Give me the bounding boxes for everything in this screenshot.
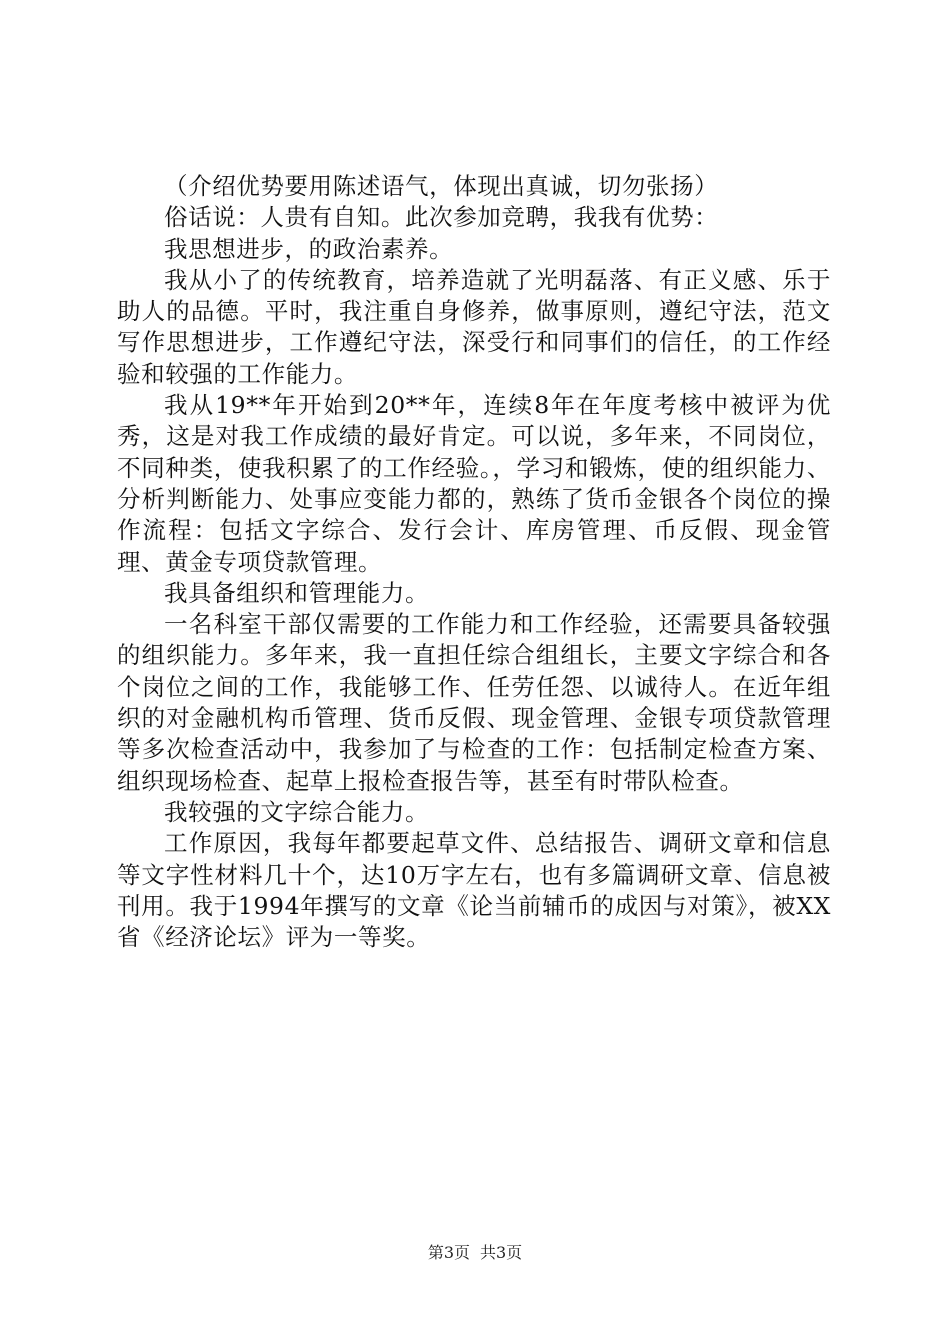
paragraph-character: 我从小了的传统教育，培养造就了光明磊落、有正义感、乐于助人的品德。平时，我注重自身修养，做事原则，遵纪守法，范文写作思想进步，工作遵纪守法，深受行和同事们的信任，的工作经验和较强的工作能力。 [117, 265, 831, 388]
paragraph-heading-thought: 我思想进步，的政治素养。 [164, 234, 454, 263]
page-number-current: 第3页 [427, 1243, 470, 1262]
paragraph-writing: 工作原因，我每年都要起草文件、总结报告、调研文章和信息等文字性材料几十个，达10万字左右，也有多篇调研文章、信息被刊用。我于1994年撰写的文章《论当前辅币的成因与对策》，被XX省《经济论坛》评为一等奖。 [117, 829, 831, 952]
paragraph-experience: 我从19**年开始到20**年，连续8年在年度考核中被评为优秀，这是对我工作成绩的最好肯定。可以说，多年来，不同岗位，不同种类，使我积累了的工作经验。，学习和锻炼，使的组织能力、分析判断能力、处事应变能力都的，熟练了货币金银各个岗位的操作流程：包括文字综合、发行会计、库房管理、币反假、现金管理、黄金专项贷款管理。 [117, 391, 831, 576]
paragraph-management: 一名科室干部仅需要的工作能力和工作经验，还需要具备较强的组织能力。多年来，我一直担任综合组组长，主要文字综合和各个岗位之间的工作，我能够工作、任劳任怨、以诚待人。在近年组织的对金融机构币管理、货币反假、现金管理、金银专项贷款管理等多次检查活动中，我参加了与检查的工作：包括制定检查方案、组织现场检查、起草上报检查报告等，甚至有时带队检查。 [117, 610, 831, 795]
paragraph-intro: 俗话说：人贵有自知。此次参加竞聘，我我有优势： [164, 203, 719, 232]
paragraph-heading-management: 我具备组织和管理能力。 [164, 578, 430, 607]
page-number-total: 共3页 [480, 1243, 523, 1262]
document-body [117, 171, 831, 953]
paragraph-note: （介绍优势要用陈述语气，体现出真诚，切勿张扬） [164, 172, 719, 200]
page-footer [0, 1243, 950, 1263]
paragraph-heading-writing: 我较强的文字综合能力。 [164, 797, 430, 826]
